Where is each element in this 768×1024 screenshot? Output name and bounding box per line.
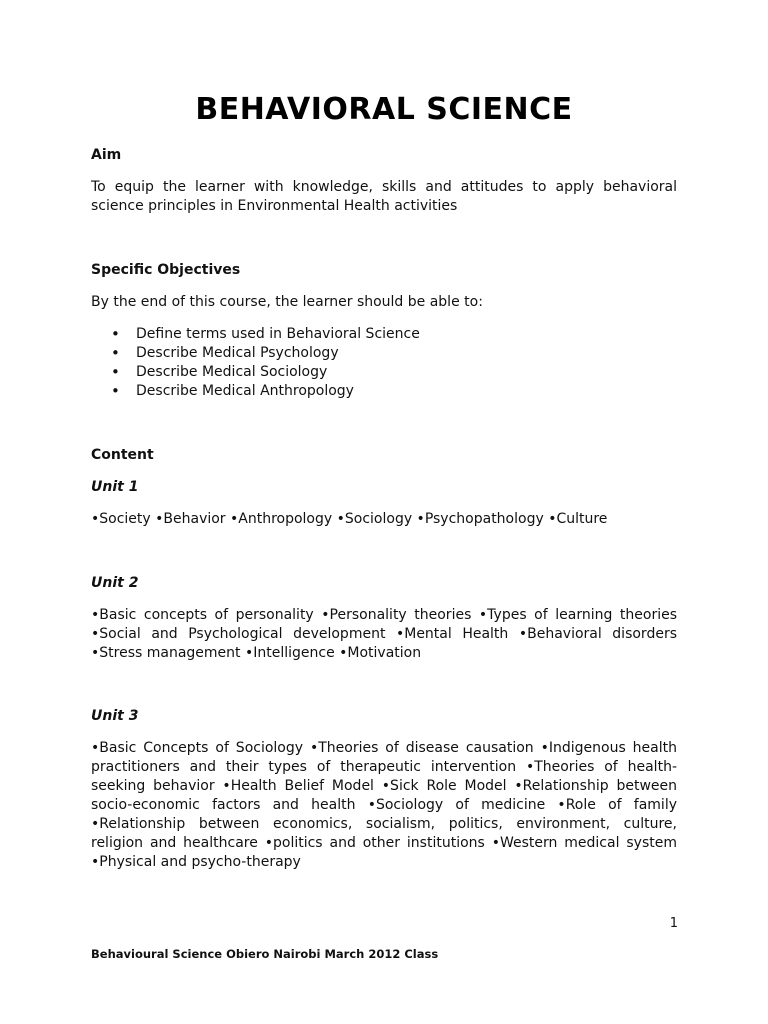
aim-heading: Aim (91, 147, 122, 163)
objectives-intro: By the end of this course, the learner should be able to: (91, 294, 483, 310)
objectives-heading: Specific Objectives (91, 262, 241, 278)
page-footer: Behavioural Science Obiero Nairobi March 2012 Class (91, 947, 439, 961)
list-item (91, 325, 677, 344)
unit-2-topics: •Basic concepts of personality •Personality theories •Types of learning theories •Social and Psychological development •Mental Health •Behavioral disorders •Stress management •Intelligence •Motivation (91, 607, 677, 661)
objective-text: Describe Medical Sociology (136, 364, 328, 380)
unit-2-label: Unit 2 (91, 575, 139, 591)
list-item (91, 344, 677, 363)
list-item (91, 363, 677, 382)
unit-3-topics: •Basic Concepts of Sociology •Theories of disease causation •Indigenous health practitioners and their types of therapeutic intervention •Theories of health-seeking behavior •Health Belief Model •Sick Role Model •Relationship between socio-economic factors and health •Sociology of medicine •Role of family •Relationship between economics, socialism, politics, environment, culture, religion and healthcare •politics and other institutions •Western medical system •Physical and psycho-therapy (91, 740, 677, 870)
document-title: BEHAVIORAL SCIENCE (195, 92, 573, 127)
bullet-icon: • (111, 382, 120, 400)
list-item (91, 382, 677, 401)
aim-text: To equip the learner with knowledge, skills and attitudes to apply behavioral science principles in Environmental Health activities (91, 179, 677, 214)
page-content (91, 90, 677, 872)
page-number: 1 (669, 916, 678, 931)
objective-text: Describe Medical Anthropology (136, 383, 354, 399)
objective-text: Define terms used in Behavioral Science (136, 326, 420, 342)
content-heading: Content (91, 447, 154, 463)
bullet-icon: • (111, 325, 120, 343)
bullet-icon: • (111, 344, 120, 362)
bullet-icon: • (111, 363, 120, 381)
unit-1-topics: •Society •Behavior •Anthropology •Sociology •Psychopathology •Culture (91, 511, 608, 527)
unit-3-label: Unit 3 (91, 708, 139, 724)
unit-1-label: Unit 1 (91, 479, 139, 495)
objective-text: Describe Medical Psychology (136, 345, 339, 361)
objectives-list (91, 325, 677, 401)
